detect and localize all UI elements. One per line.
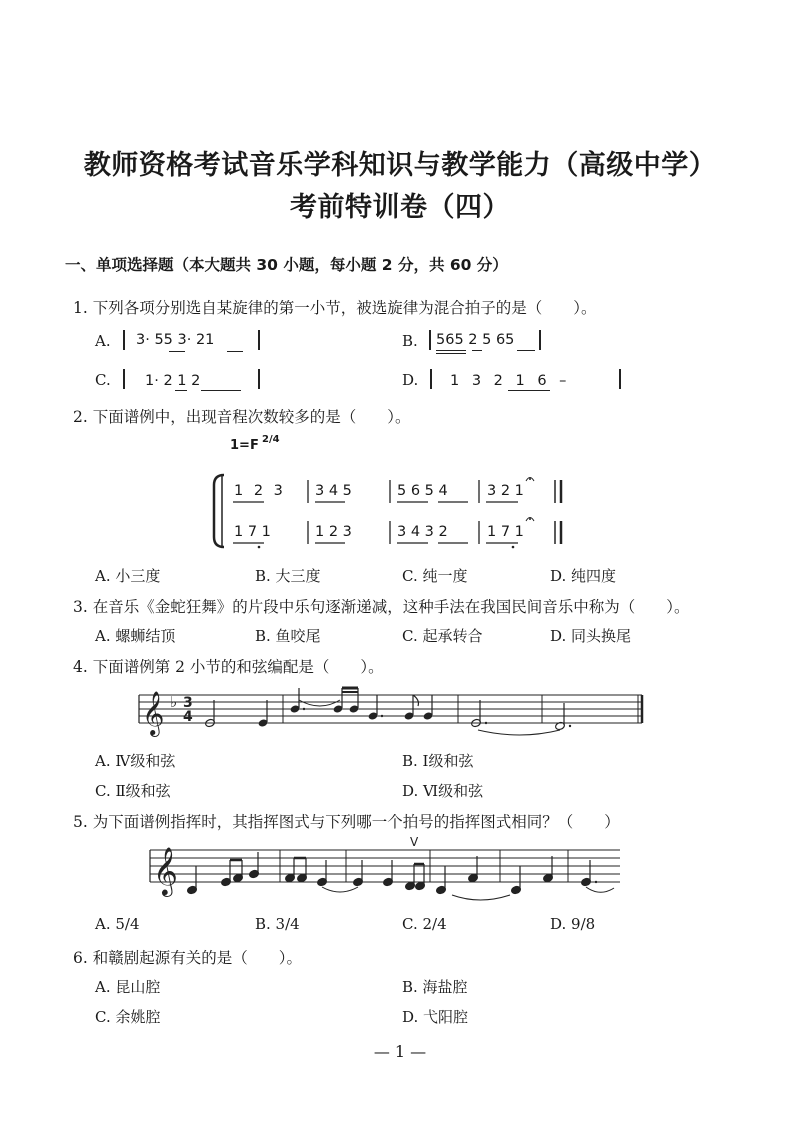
- q4-option-d: D. Ⅵ级和弦: [402, 782, 484, 800]
- q4-time-bottom: 4: [183, 709, 193, 725]
- q2-option-a: A. 小三度: [95, 567, 161, 585]
- q4-option-b: B. Ⅰ级和弦: [402, 752, 474, 770]
- q2-time-signature: 2/4: [262, 434, 280, 445]
- document-title-line2: 考前特训卷（四）: [290, 192, 510, 223]
- q2-option-d: D. 纯四度: [550, 567, 617, 585]
- q5-option-b: B. 3/4: [255, 915, 300, 933]
- question-6-stem: 6. 和赣剧起源有关的是（ ）。: [73, 949, 302, 967]
- q5-option-a: A. 5/4: [95, 915, 140, 933]
- q1-option-b-notation: 565 2 5 65: [436, 332, 515, 348]
- svg-text:♭: ♭: [170, 693, 178, 711]
- q2-line2-measure4: 1 7 1: [487, 524, 524, 540]
- q1-option-b-label: B.: [402, 332, 418, 350]
- q6-option-b: B. 海盐腔: [402, 978, 468, 996]
- q2-line2-measure1: 1 7 1: [234, 524, 271, 540]
- q1-option-c-label: C.: [95, 371, 111, 389]
- q3-option-c: C. 起承转合: [402, 627, 483, 645]
- section-heading: 一、单项选择题（本大题共 30 小题，每小题 2 分，共 60 分）: [65, 256, 508, 274]
- question-5-stem: 5. 为下面谱例指挥时，其指挥图式与下列哪一个拍号的指挥图式相同？（ ）: [73, 813, 620, 831]
- q2-line2-measure3: 3 4 3 2: [397, 524, 448, 540]
- question-3-stem: 3. 在音乐《金蛇狂舞》的片段中乐句逐渐递减，这种手法在我国民间音乐中称为（ ）。: [73, 598, 690, 616]
- q4-option-c: C. Ⅱ级和弦: [95, 782, 171, 800]
- q6-option-d: D. 弋阳腔: [402, 1008, 469, 1026]
- q2-key-signature: 1=F: [230, 438, 259, 453]
- q3-option-d: D. 同头换尾: [550, 627, 632, 645]
- question-2-stem: 2. 下面谱例中，出现音程次数较多的是（ ）。: [73, 408, 411, 426]
- q3-option-b: B. 鱼咬尾: [255, 627, 321, 645]
- q6-option-c: C. 余姚腔: [95, 1008, 161, 1026]
- q2-option-c: C. 纯一度: [402, 567, 468, 585]
- page-number: — 1 —: [373, 1042, 427, 1061]
- q1-option-a-label: A.: [95, 332, 111, 350]
- q4-time-top: 3: [183, 695, 193, 711]
- document-title-line1: 教师资格考试音乐学科知识与教学能力（高级中学）: [83, 150, 717, 181]
- q2-option-b: B. 大三度: [255, 567, 321, 585]
- q5-option-c: C. 2/4: [402, 915, 447, 933]
- q1-option-d-notation: 1 3 2 1 6 –: [450, 373, 571, 389]
- q2-line2-measure2: 1 2 3: [315, 524, 352, 540]
- q2-line1-measure2: 3 4 5: [315, 483, 352, 499]
- q3-option-a: A. 螺蛳结顶: [95, 627, 176, 645]
- q4-option-a: A. Ⅳ级和弦: [95, 752, 176, 770]
- q6-option-a: A. 昆山腔: [95, 978, 161, 996]
- question-1-stem: 1. 下列各项分别选自某旋律的第一小节，被选旋律为混合拍子的是（ ）。: [73, 299, 597, 317]
- q2-line1-measure3: 5 6 5 4: [397, 483, 448, 499]
- q2-line1-measure1: 1 2 3: [234, 483, 283, 499]
- q1-option-a-notation: 3· 55 3· 21: [136, 332, 215, 348]
- q5-option-d: D. 9/8: [550, 915, 596, 933]
- q5-breath-mark: V: [410, 835, 419, 849]
- q1-option-d-label: D.: [402, 371, 419, 389]
- svg-text:𝄞: 𝄞: [153, 846, 178, 895]
- question-4-stem: 4. 下面谱例第 2 小节的和弦编配是（ ）。: [73, 658, 384, 676]
- q1-option-c-notation: 1· 2 1 2: [145, 373, 201, 389]
- q2-line1-measure4: 3 2 1: [487, 483, 524, 499]
- svg-text:𝄞: 𝄞: [142, 691, 165, 735]
